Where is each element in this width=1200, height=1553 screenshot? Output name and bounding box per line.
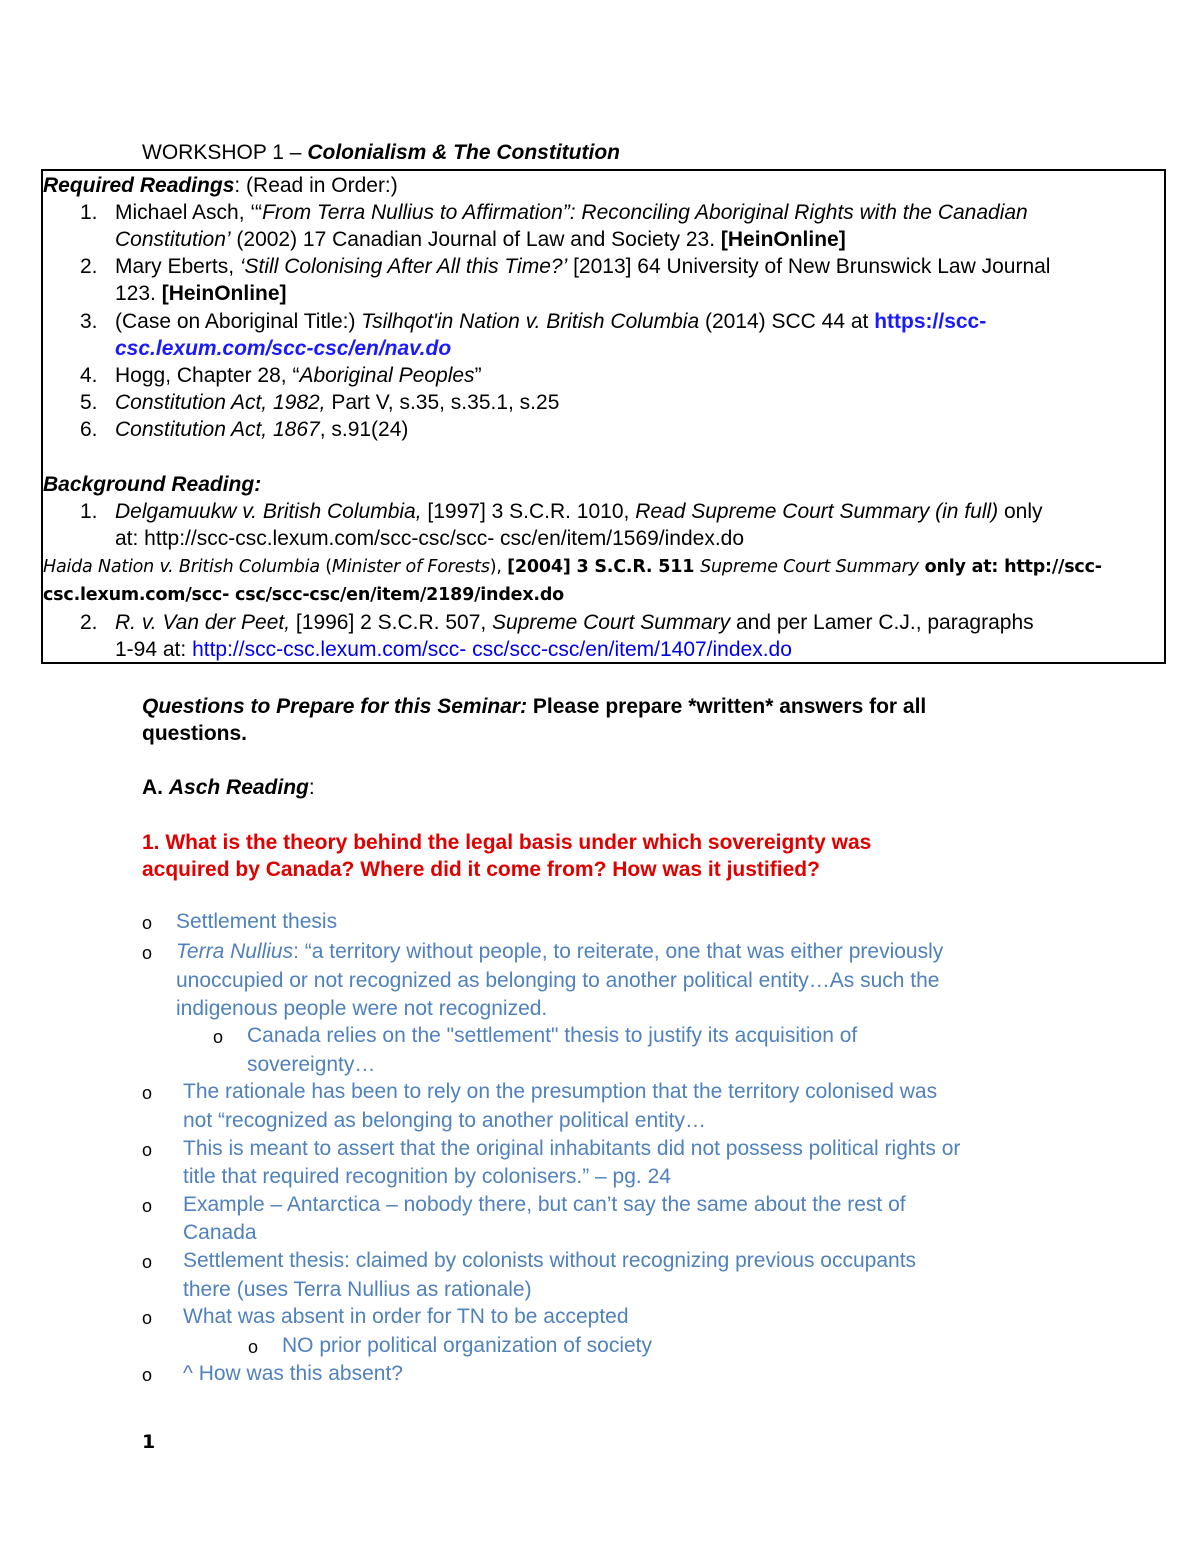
note-10: ^ How was this absent? bbox=[183, 1362, 403, 1385]
note-2-line3: indigenous people were not recognized. bbox=[176, 997, 548, 1020]
required-item-1-line2: Constitution’ (2002) 17 Canadian Journal of Law and Society 23. [HeinOnline] bbox=[115, 228, 846, 251]
bullet-icon: o bbox=[142, 943, 153, 963]
bullet-icon: o bbox=[142, 1308, 153, 1328]
note-5-line1: This is meant to assert that the original inhabitants did not possess political rights or bbox=[183, 1137, 961, 1160]
note-7-line2: there (uses Terra Nullius as rationale) bbox=[183, 1278, 532, 1301]
bullet-icon: o bbox=[142, 1140, 153, 1160]
bullet-icon: o bbox=[142, 1083, 153, 1103]
haida-line1: Haida Nation v. British Columbia (Minister of Forests), [2004] 3 S.C.R. 511 Supreme Court Summary only at: http://scc- bbox=[43, 557, 1102, 577]
bullet-icon: o bbox=[142, 1196, 153, 1216]
required-item-5-number: 5. bbox=[80, 391, 98, 414]
page-number: 1 bbox=[142, 1431, 156, 1453]
bullet-icon: o bbox=[142, 1252, 153, 1272]
required-item-2-line1: Mary Eberts, ‘Still Colonising After All this Time?’ [2013] 64 University of New Brunswick Law Journal bbox=[115, 255, 1051, 278]
required-item-4-number: 4. bbox=[80, 364, 98, 387]
bullet-icon: o bbox=[142, 913, 153, 933]
note-2-line1: Terra Nullius: “a territory without people, to reiterate, one that was either previously bbox=[176, 940, 944, 963]
page-title: WORKSHOP 1 – Colonialism & The Constitution bbox=[142, 141, 620, 164]
haida-line2[interactable]: csc.lexum.com/scc- csc/scc-csc/en/item/2189/index.do bbox=[43, 585, 565, 605]
note-1: Settlement thesis bbox=[176, 910, 338, 933]
note-4-line2: not “recognized as belonging to another political entity… bbox=[183, 1109, 706, 1132]
required-item-3-line2 bbox=[115, 335, 451, 362]
questions-intro-line1: Questions to Prepare for this Seminar: Please prepare *written* answers for all bbox=[142, 695, 927, 718]
note-7-line1: Settlement thesis: claimed by colonists without recognizing previous occupants bbox=[183, 1249, 917, 1272]
note-9: NO prior political organization of society bbox=[282, 1334, 653, 1357]
required-item-6-line1: Constitution Act, 1867, s.91(24) bbox=[115, 418, 409, 441]
required-item-1-line1: Michael Asch, ‘“From Terra Nullius to Affirmation”: Reconciling Aboriginal Rights with the Canadian bbox=[115, 201, 1028, 224]
required-item-6-number: 6. bbox=[80, 418, 98, 441]
note-5-line2: title that required recognition by colonisers.” – pg. 24 bbox=[183, 1165, 671, 1188]
note-8: What was absent in order for TN to be accepted bbox=[183, 1305, 629, 1328]
bullet-icon: o bbox=[248, 1337, 259, 1357]
background-item-1-line1: Delgamuukw v. British Columbia, [1997] 3 S.C.R. 1010, Read Supreme Court Summary (in full) only bbox=[115, 500, 1043, 523]
background-item-2-number: 2. bbox=[80, 611, 98, 634]
background-item-2-line2: 1-94 at: http://scc-csc.lexum.com/scc- csc/scc-csc/en/item/1407/index.do bbox=[115, 638, 792, 661]
required-item-5-line1: Constitution Act, 1982, Part V, s.35, s.35.1, s.25 bbox=[115, 391, 560, 414]
required-item-3-line1: (Case on Aboriginal Title:) Tsilhqot'in Nation v. British Columbia (2014) SCC 44 at https://scc- bbox=[115, 310, 987, 333]
required-item-2-line2: 123. [HeinOnline] bbox=[115, 282, 287, 305]
note-2-line2: unoccupied or not recognized as belonging to another political entity…As such the bbox=[176, 969, 940, 992]
note-3-line1: Canada relies on the "settlement" thesis to justify its acquisition of bbox=[247, 1024, 858, 1047]
bullet-icon: o bbox=[142, 1365, 153, 1385]
note-6-line1: Example – Antarctica – nobody there, but can’t say the same about the rest of bbox=[183, 1193, 906, 1216]
background-reading-heading: Background Reading: bbox=[43, 473, 262, 496]
van-der-peet-link[interactable]: http://scc-csc.lexum.com/scc- csc/scc-csc/en/item/1407/index.do bbox=[192, 638, 792, 661]
background-item-2-line1: R. v. Van der Peet, [1996] 2 S.C.R. 507, Supreme Court Summary and per Lamer C.J., paragraphs bbox=[115, 611, 1034, 634]
question-1-line2: acquired by Canada? Where did it come from? How was it justified? bbox=[142, 858, 820, 881]
tsilhqotin-link[interactable]: https://scc- bbox=[874, 310, 987, 333]
questions-intro-line2: questions. bbox=[142, 722, 248, 745]
required-item-2-number: 2. bbox=[80, 255, 98, 278]
required-item-1-number: 1. bbox=[80, 201, 98, 224]
background-item-1-line2[interactable]: at: http://scc-csc.lexum.com/scc-csc/scc- csc/en/item/1569/index.do bbox=[115, 527, 745, 550]
required-item-4-line1: Hogg, Chapter 28, “Aboriginal Peoples” bbox=[115, 364, 482, 387]
background-item-1-number: 1. bbox=[80, 500, 98, 523]
question-1-line1: 1. What is the theory behind the legal basis under which sovereignty was bbox=[142, 831, 872, 854]
note-3-line2: sovereignty… bbox=[247, 1053, 376, 1076]
note-4-line1: The rationale has been to rely on the presumption that the territory colonised was bbox=[183, 1080, 938, 1103]
bullet-icon: o bbox=[213, 1027, 224, 1047]
required-item-3-number: 3. bbox=[80, 310, 98, 333]
section-a-heading: A. Asch Reading: bbox=[142, 776, 315, 799]
note-6-line2: Canada bbox=[183, 1221, 257, 1244]
required-readings-heading: Required Readings: (Read in Order:) bbox=[43, 174, 398, 197]
tsilhqotin-link-cont[interactable]: csc.lexum.com/scc-csc/en/nav.do bbox=[115, 337, 452, 360]
